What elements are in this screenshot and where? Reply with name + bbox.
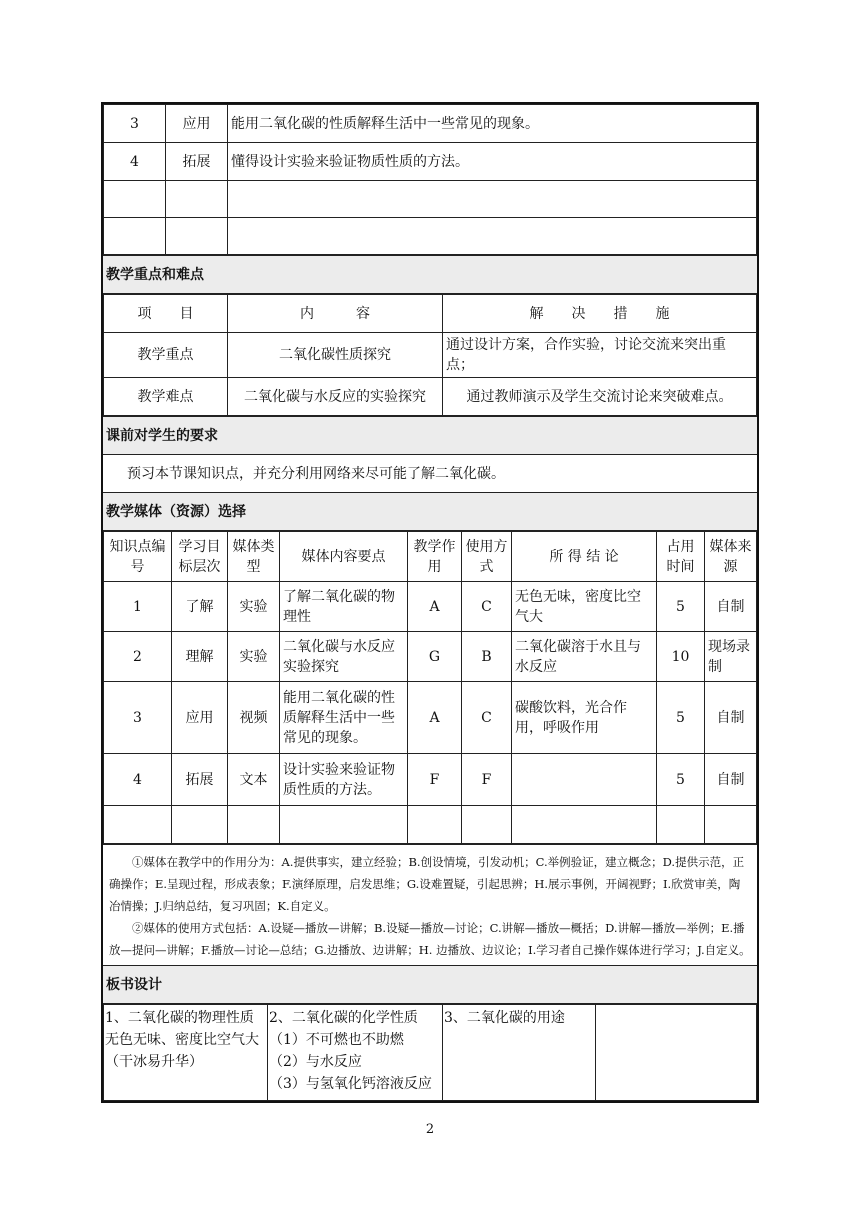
media-header: 学习目标层次	[172, 532, 228, 582]
key-points-table	[103, 294, 757, 416]
board-line: （干冰易升华）	[105, 1054, 203, 1070]
media-source: 自制	[705, 582, 757, 632]
key-content: 二氧化碳与水反应的实验探究	[228, 378, 443, 416]
board-line: （1）不可燃也不助燃	[269, 1032, 404, 1048]
page-number: 2	[425, 1122, 435, 1137]
goals-row	[104, 105, 757, 143]
section-title-requirements: 课前对学生的要求	[102, 417, 758, 455]
goals-empty-row	[104, 218, 757, 255]
media-row	[104, 632, 757, 682]
media-level: 应用	[172, 682, 228, 754]
key-header-content: 内 容	[228, 295, 443, 333]
media-header: 使用方式	[462, 532, 512, 582]
media-conclusion: 二氧化碳溶于水且与水反应	[512, 632, 657, 682]
media-level: 了解	[172, 582, 228, 632]
media-time: 5	[657, 682, 705, 754]
goal-text: 懂得设计实验来验证物质性质的方法。	[228, 143, 757, 181]
board-col-chemical	[268, 1005, 443, 1101]
media-conclusion: 碳酸饮料，光合作用，呼吸作用	[512, 682, 657, 754]
media-row	[104, 682, 757, 754]
goal-num: 3	[104, 105, 166, 143]
media-mode: B	[462, 632, 512, 682]
media-num: 3	[104, 682, 172, 754]
media-notes	[102, 845, 758, 966]
goals-row	[104, 143, 757, 181]
media-num: 1	[104, 582, 172, 632]
key-solution: 通过设计方案，合作实验，讨论交流来突出重点；	[443, 333, 757, 378]
media-row	[104, 582, 757, 632]
section-title-key-points: 教学重点和难点	[102, 256, 758, 294]
key-content: 二氧化碳性质探究	[228, 333, 443, 378]
key-item: 教学重点	[104, 333, 228, 378]
lesson-plan-table	[101, 102, 759, 1103]
goals-empty-row	[104, 181, 757, 218]
media-role: A	[408, 682, 462, 754]
section-title-board: 板书设计	[102, 966, 758, 1004]
goals-table	[103, 104, 757, 255]
media-note-roles: ①媒体在教学中的作用分为：A.提供事实，建立经验；B.创设情境，引发动机；C.举例验证，建立概念；D.提供示范，正确操作；E.呈现过程，形成表象；F.演绎原理，启发思维；G.设难置疑，引起思辨；H.展示事例，开阔视野；I.欣赏审美，陶冶情操；J.归纳总结，复习巩固；K.自定义。	[109, 855, 745, 913]
media-num: 2	[104, 632, 172, 682]
requirements-text: 预习本节课知识点，并充分利用网络来尽可能了解二氧化碳。	[102, 455, 758, 493]
media-empty-row	[104, 806, 757, 844]
key-row	[104, 333, 757, 378]
media-table	[103, 531, 757, 844]
media-level: 拓展	[172, 754, 228, 806]
media-note-modes: ②媒体的使用方式包括：A.设疑—播放—讲解；B.设疑—播放—讨论；C.讲解—播放—概括；D.讲解—播放—举例；E.播放—提问—讲解；F.播放—讨论—总结；G.边播放、边讲解；H. 边播放、边议论；I.学习者自己操作媒体进行学习；J.自定义。	[109, 921, 751, 957]
board-line: （2）与水反应	[269, 1054, 362, 1070]
media-type: 视频	[228, 682, 280, 754]
media-header: 媒体来源	[705, 532, 757, 582]
board-col-empty	[596, 1005, 757, 1101]
board-line: 2、二氧化碳的化学性质	[269, 1010, 418, 1026]
media-conclusion	[512, 754, 657, 806]
board-col-uses	[443, 1005, 596, 1101]
media-role: F	[408, 754, 462, 806]
media-row	[104, 754, 757, 806]
media-content: 设计实验来验证物质性质的方法。	[280, 754, 408, 806]
goal-level: 应用	[166, 105, 228, 143]
media-type: 实验	[228, 632, 280, 682]
board-table	[103, 1004, 757, 1101]
media-header: 占用时间	[657, 532, 705, 582]
key-header-solution: 解 决 措 施	[443, 295, 757, 333]
key-header-item: 项 目	[104, 295, 228, 333]
media-header: 媒体类型	[228, 532, 280, 582]
section-title-media: 教学媒体（资源）选择	[102, 493, 758, 531]
media-time: 5	[657, 754, 705, 806]
media-header: 媒体内容要点	[280, 532, 408, 582]
lesson-plan-page	[101, 102, 757, 1103]
goal-num: 4	[104, 143, 166, 181]
media-content: 了解二氧化碳的物理性	[280, 582, 408, 632]
board-line: 3、二氧化碳的用途	[444, 1010, 565, 1026]
media-content: 能用二氧化碳的性质解释生活中一些常见的现象。	[280, 682, 408, 754]
media-mode: C	[462, 682, 512, 754]
media-source: 自制	[705, 682, 757, 754]
media-source: 自制	[705, 754, 757, 806]
goal-level: 拓展	[166, 143, 228, 181]
media-conclusion: 无色无味，密度比空气大	[512, 582, 657, 632]
media-content: 二氧化碳与水反应实验探究	[280, 632, 408, 682]
media-header: 教学作用	[408, 532, 462, 582]
media-type: 实验	[228, 582, 280, 632]
media-source: 现场录制	[705, 632, 757, 682]
media-header-row	[104, 532, 757, 582]
media-level: 理解	[172, 632, 228, 682]
media-mode: C	[462, 582, 512, 632]
media-mode: F	[462, 754, 512, 806]
board-line: 无色无味、密度比空气大	[105, 1032, 259, 1048]
media-header: 所 得 结 论	[512, 532, 657, 582]
media-time: 5	[657, 582, 705, 632]
board-col-physical	[104, 1005, 268, 1101]
media-role: A	[408, 582, 462, 632]
key-item: 教学难点	[104, 378, 228, 416]
board-line: 1、二氧化碳的物理性质	[105, 1010, 254, 1026]
media-type: 文本	[228, 754, 280, 806]
media-role: G	[408, 632, 462, 682]
media-num: 4	[104, 754, 172, 806]
key-solution: 通过教师演示及学生交流讨论来突破难点。	[443, 378, 757, 416]
key-row	[104, 378, 757, 416]
media-header: 知识点编 号	[104, 532, 172, 582]
goal-text: 能用二氧化碳的性质解释生活中一些常见的现象。	[228, 105, 757, 143]
media-time: 10	[657, 632, 705, 682]
board-line: （3）与氢氧化钙溶液反应	[269, 1076, 432, 1092]
